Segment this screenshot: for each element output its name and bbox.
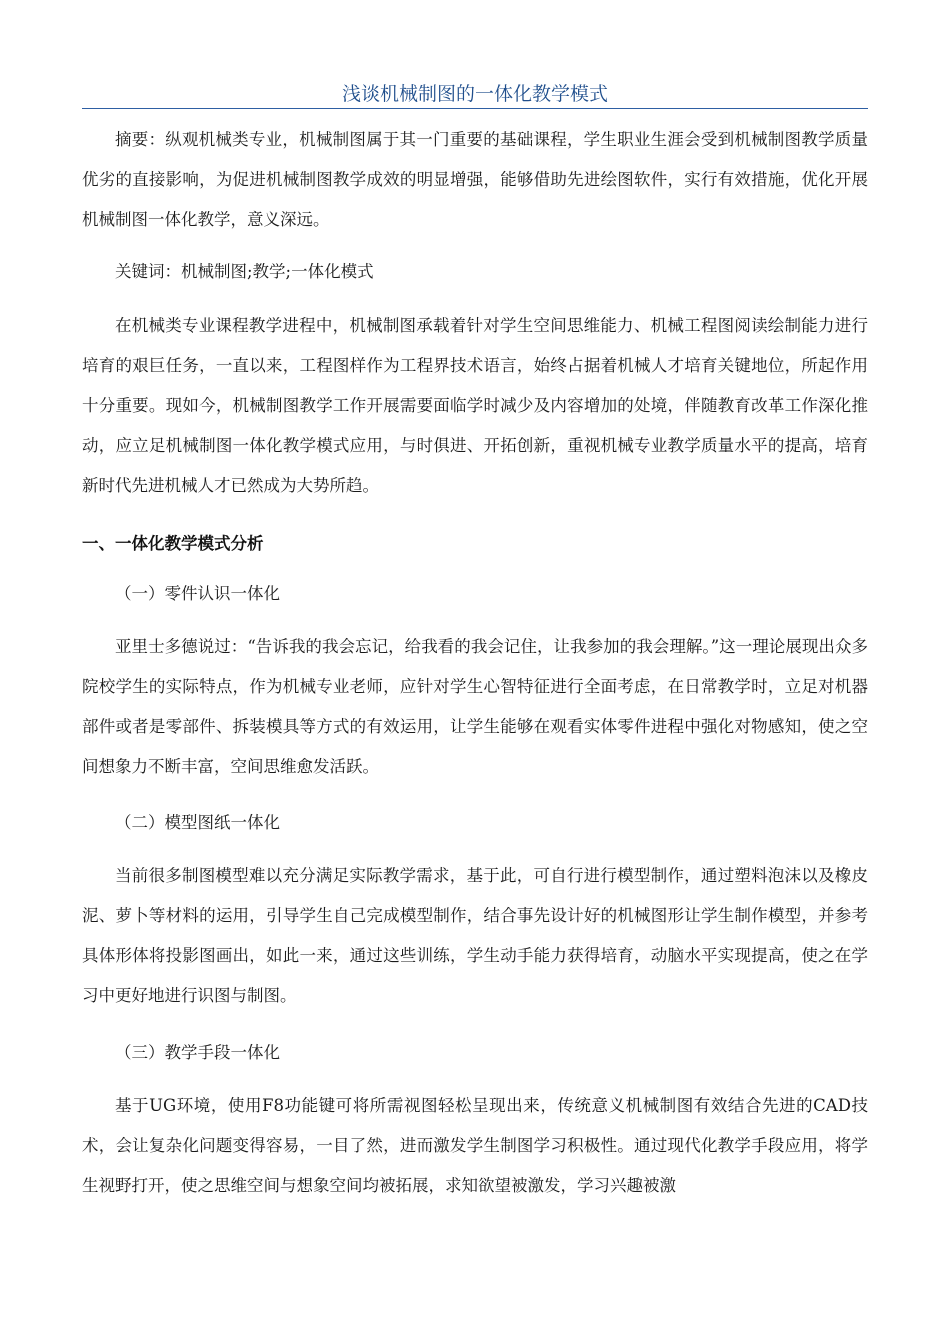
keywords-paragraph: 关键词：机械制图;教学;一体化模式 [115,262,374,281]
subsection-paragraph-2: 当前很多制图模型难以充分满足实际教学需求，基于此，可自行进行模型制作，通过塑料泡沫以及橡皮泥、萝卜等材料的运用，引导学生自己完成模型制作，结合事先设计好的机械图形让学生制作模型，并参考具体形体将投影图画出，如此一来，通过这些训练，学生动手能力获得培育，动脑水平实现提高，使之在学习中更好地进行识图与制图。 [82,866,868,1005]
subsection-title-2: （二）模型图纸一体化 [115,813,280,832]
subsection-paragraph-3: 基于UG环境，使用F8功能键可将所需视图轻松呈现出来，传统意义机械制图有效结合先进的CAD技术，会让复杂化问题变得容易，一目了然，进而激发学生制图学习积极性。通过现代化教学手段应用，将学生视野打开，使之思维空间与想象空间均被拓展，求知欲望被激发，学习兴趣被激 [82,1096,868,1195]
abstract-paragraph: 摘要：纵观机械类专业，机械制图属于其一门重要的基础课程，学生职业生涯会受到机械制图教学质量优劣的直接影响，为促进机械制图教学成效的明显增强，能够借助先进绘图软件，实行有效措施，优化开展机械制图一体化教学，意义深远。 [82,130,868,229]
intro-paragraph: 在机械类专业课程教学进程中，机械制图承载着针对学生空间思维能力、机械工程图阅读绘制能力进行培育的艰巨任务，一直以来，工程图样作为工程界技术语言，始终占据着机械人才培育关键地位，所起作用十分重要。现如今，机械制图教学工作开展需要面临学时减少及内容增加的处境，伴随教育改革工作深化推动，应立足机械制图一体化教学模式应用，与时俱进、开拓创新，重视机械专业教学质量水平的提高，培育新时代先进机械人才已然成为大势所趋。 [82,316,868,495]
section-heading: 一、一体化教学模式分析 [82,534,264,553]
subsection-paragraph-1: 亚里士多德说过：“告诉我的我会忘记，给我看的我会记住，让我参加的我会理解。”这一理论展现出众多院校学生的实际特点，作为机械专业老师，应针对学生心智特征进行全面考虑，在日常教学时，立足对机器部件或者是零部件、拆装模具等方式的有效运用，让学生能够在观看实体零件进程中强化对物感知，使之空间想象力不断丰富，空间思维愈发活跃。 [82,637,868,776]
subsection-title-1: （一）零件认识一体化 [115,584,280,603]
title-divider [82,108,868,109]
document-title: 浅谈机械制图的一体化教学模式 [341,83,608,105]
subsection-title-3: （三）教学手段一体化 [115,1043,280,1062]
